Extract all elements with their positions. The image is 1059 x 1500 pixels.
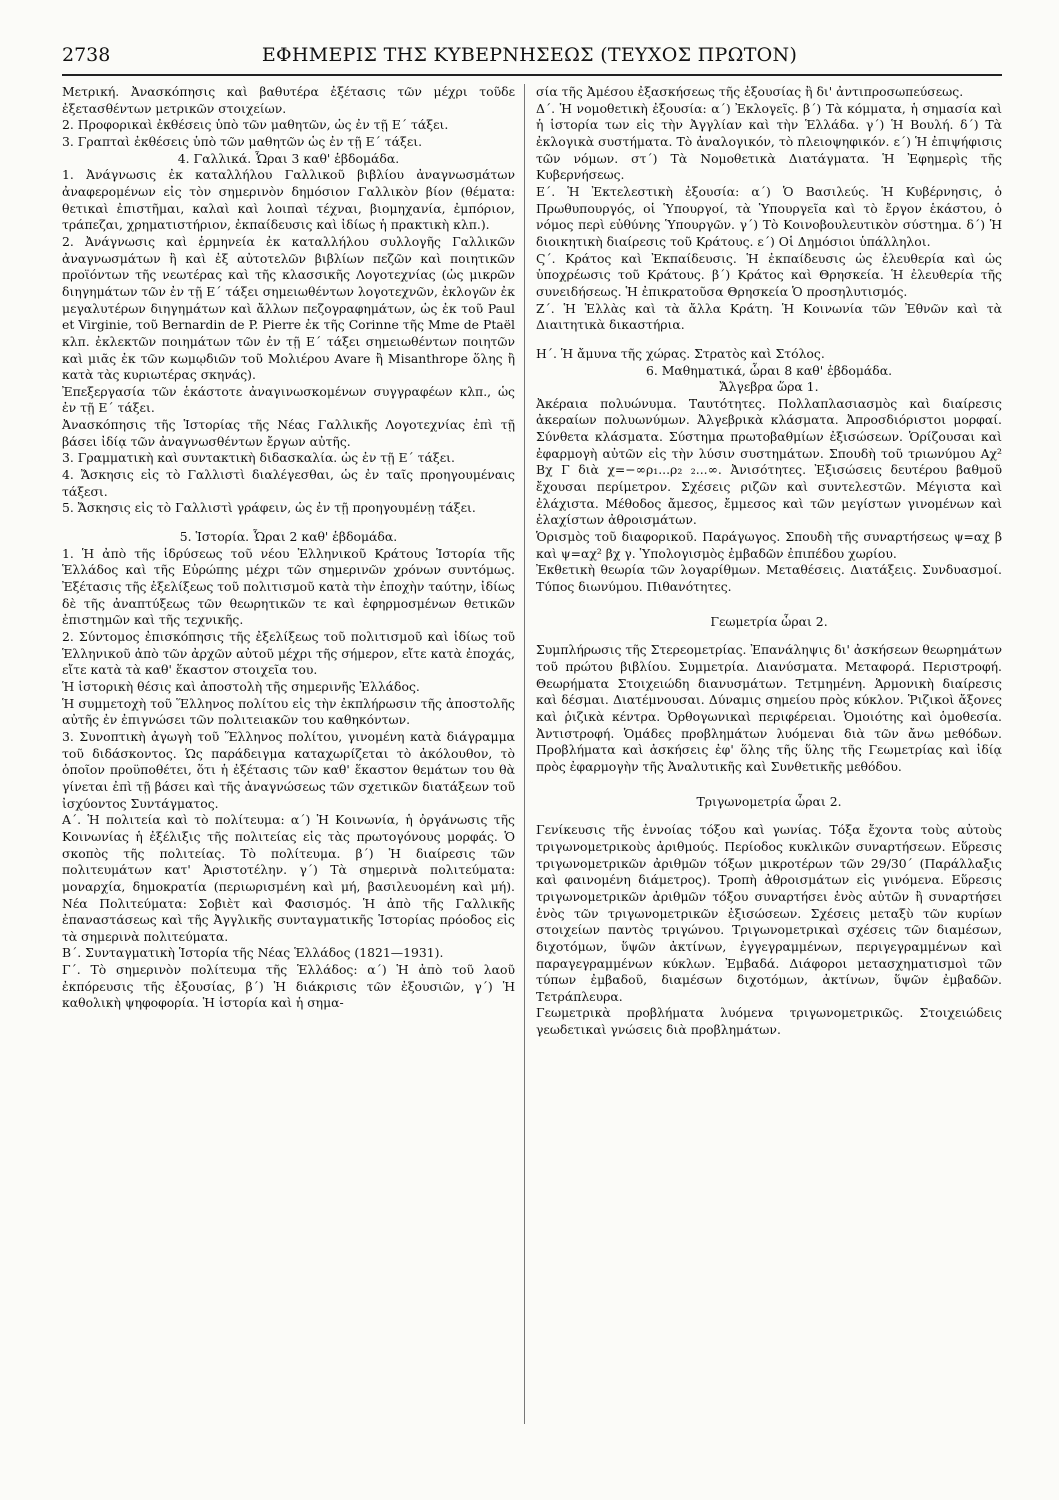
paragraph: Δ΄. Ἡ νομοθετικὴ ἐξουσία: α΄) Ἐκλογεῖς. β΄) Τὰ κόμματα, ἡ σημασία καὶ ἡ ἱστορία των εἰς τὴν Ἀγγλίαν καὶ τὴν Ἑλλάδα. γ΄) Ἡ Βουλή. δ΄) Τὰ ἐκλογικὰ συστήματα. Τὸ ἀναλογικόν, τὸ πλειοψηφικόν. ε΄) Ἡ ἐπιψήφισις τῶν νόμων. στ΄) Τὰ Νομοθετικὰ Διατάγματα. Ἡ Ἐφημερὶς τῆς Κυβερνήσεως. (536, 100, 1002, 183)
paragraph: 3. Συνοπτικὴ ἀγωγὴ τοῦ Ἕλληνος πολίτου, γινομένη κατὰ διάγραμμα τοῦ διδάσκοντος. Ὡς παράδειγμα καταχωρίζεται τὸ ἀκόλουθον, τὸ ὁποῖον προϋποθέτει, ὅτι ἡ ἐξέτασις τῶν καθ' ἕκαστον θεμάτων του θὰ γίνεται ἐπὶ τῇ βάσει καὶ τῆς ἀναγνώσεως τῶν σχετικῶν διατάξεων τοῦ ἰσχύοντος Συντάγματος. (62, 728, 515, 811)
paragraph: Ἡ ἱστορικὴ θέσις καὶ ἀποστολὴ τῆς σημερινῆς Ἑλλάδος. (62, 678, 420, 694)
paragraph: Γενίκευσις τῆς ἐννοίας τόξου καὶ γωνίας. Τόξα ἔχοντα τοὺς αὐτοὺς τριγωνομετρικοὺς ἀριθμούς. Περίοδος κυκλικῶν συναρτήσεων. Εὕρεσις τριγωνομετρικῶν ἀριθμῶν τόξων μικροτέρων τῶν 29/30΄ (Παράλλαξις καὶ φαινομένη διάμετρος). Τροπὴ ἀθροισμάτων εἰς γινόμενα. Εὕρεσις τριγωνομετρικῶν ἀριθμῶν τόξου συναρτήσει ἑνὸς αὐτῶν ἢ συναρτήσει ἑνὸς τῶν τριγωνομετρικῶν ἐξισώσεων. Σχέσεις μεταξὺ τῶν κυρίων στοιχείων παντὸς τριγώνου. Τριγωνομετρικαὶ σχέσεις τῶν διαμέσων, διχοτόμων, ὕψῶν ἀκτίνων, ἐγγεγραμμένων, περιγεγραμμένων καὶ παραγεγραμμένων κύκλων. Ἐμβαδά. Διάφοροι μετασχηματισμοὶ τῶν τύπων ἐμβαδοῦ, διαμέσων διχοτόμων, ἀκτίνων, ὕψῶν ἐμβαδῶν. Τετράπλευρα. (536, 822, 1002, 1004)
paragraph: Ἀνασκόπησις τῆς Ἱστορίας τῆς Νέας Γαλλικῆς Λογοτεχνίας ἐπὶ τῇ βάσει ἰδίᾳ τῶν ἀναγνωσθέντων ἔργων αὐτῆς. (62, 417, 515, 449)
section-heading: 6. Μαθηματικά, ὧραι 8 καθ' ἑβδομάδα. (645, 362, 893, 378)
page-number: 2738 (62, 44, 111, 66)
paragraph: σία τῆς Ἀμέσου ἐξασκήσεως τῆς ἐξουσίας ἢ δι' ἀντιπροσωπεύσεως. (536, 84, 964, 99)
paragraph: 2. Ἀνάγνωσις καὶ ἑρμηνεία ἐκ καταλλήλου συλλογῆς Γαλλικῶν ἀναγνωσμάτων ἢ καὶ ἐξ αὐτοτελῶν βιβλίων πεζῶν καὶ ποιητικῶν προϊόντων τῆς νεωτέρας καὶ τῆς κλασσικῆς Λογοτεχνίας (ὡς μικρῶν διηγημάτων τῶν ἐν τῇ Ε΄ τάξει σημειωθέντων λογοτεχνῶν, ἐκλογῶν ἐκ μεγαλυτέρων διηγημάτων καὶ ἄλλων πεζογραφημάτων, ὡς ἐκ τοῦ Paul et Virginie, τοῦ Bernardin de P. Pierre ἐκ τῆς Corinne τῆς Mme de Ptaël κλπ. ἐκλεκτῶν ποιημάτων τῶν ἐν τῇ Ε΄ τάξει σημειωθέντων ποιητῶν καὶ μιᾶς ἐκ τῶν κωμῳδιῶν τοῦ Μολιέρου Avare ἢ Misanthrope ὅλης ἢ κατὰ τὰς κυριωτέρας σκηνάς). (62, 233, 515, 383)
paragraph: Ζ΄. Ἡ Ἑλλὰς καὶ τὰ ἄλλα Κράτη. Ἡ Κοινωνία τῶν Ἐθνῶν καὶ τὰ Διαιτητικὰ δικαστήρια. (536, 300, 1002, 333)
paragraph: Α΄. Ἡ πολιτεία καὶ τὸ πολίτευμα: α΄) Ἡ Κοινωνία, ἡ ὀργάνωσις τῆς Κοινωνίας ἡ ἐξέλιξις τῆς πολιτείας εἰς τὰς πρωτογόνους μορφάς. Ὁ σκοπὸς τῆς πολιτείας. Τὸ πολίτευμα. β΄) Ἡ διαίρεσις τῶν πολιτευμάτων κατ' Ἀριστοτέλην. γ΄) Τὰ σημερινὰ πολιτεύματα: μοναρχία, δημοκρατία (περιωρισμένη καὶ μή, βασιλευομένη καὶ μή). Νέα Πολιτεύματα: Σοβιὲτ καὶ Φασισμός. Ἡ ἀπὸ τῆς Γαλλικῆς ἐπαναστάσεως καὶ τῆς Ἀγγλικῆς συνταγματικῆς Ἱστορίας πρόοδος εἰς τὰ σημερινὰ πολιτεύματα. (62, 812, 515, 944)
paragraph: 1. Ἡ ἀπὸ τῆς ἱδρύσεως τοῦ νέου Ἑλληνικοῦ Κράτους Ἱστορία τῆς Ἑλλάδος καὶ τῆς Εὐρώπης μέχρι τῶν σημερινῶν χρόνων συντόμως. Ἐξέτασις τῆς ἐξελίξεως τοῦ πολιτισμοῦ κατὰ τὴν ἐποχὴν ταύτην, ἰδίως δὲ τῆς ἀναπτύξεως τῶν θεωρητικῶν τε καὶ ἐφηρμοσμένων θετικῶν ἐπιστημῶν καὶ τῆς τεχνικῆς. (62, 545, 515, 628)
paragraph: Ϛ΄. Κράτος καὶ Ἐκπαίδευσις. Ἡ ἐκπαίδευσις ὡς ἐλευθερία καὶ ὡς ὑποχρέωσις τοῦ Κράτους. β΄) Κράτος καὶ Θρησκεία. Ἡ ἐλευθερία τῆς συνειδήσεως. Ἡ ἐπικρατοῦσα Θρησκεία Ὁ προσηλυτισμός. (536, 250, 1002, 299)
section-heading: 4. Γαλλικά. Ὧραι 3 καθ' ἑβδομάδα. (177, 150, 400, 166)
paragraph: 3. Γραμματικὴ καὶ συντακτικὴ διδασκαλία. ὡς ἐν τῇ Ε΄ τάξει. (62, 450, 455, 466)
column-divider (524, 84, 525, 1424)
paragraph: Ἡ συμμετοχὴ τοῦ Ἕλληνος πολίτου εἰς τὴν ἐκπλήρωσιν τῆς ἀποστολῆς αὐτῆς ἐν ἐπιγνώσει τῶν πολιτειακῶν του καθηκόντων. (62, 695, 515, 728)
section-heading: 5. Ἱστορία. Ὧραι 2 καθ' ἑβδομάδα. (179, 529, 398, 545)
section-heading: Η΄. Ἡ ἄμυνα τῆς χώρας. Στρατὸς καὶ Στόλος. (536, 345, 825, 361)
paragraph: Ἐπεξεργασία τῶν ἑκάστοτε ἀναγινωσκομένων συγγραφέων κλπ., ὡς ἐν τῇ Ε΄ τάξει. (62, 383, 515, 416)
paragraph: Μετρική. Ἀνασκόπησις καὶ βαθυτέρα ἐξέτασις τῶν μέχρι τοῦδε ἐξετασθέντων μετρικῶν στοιχείων. (62, 84, 515, 116)
paragraph: Συμπλήρωσις τῆς Στερεομετρίας. Ἐπανάληψις δι' ἀσκήσεων θεωρημάτων τοῦ πρώτου βιβλίου. Συμμετρία. Διανύσματα. Μεταφορά. Περιστροφή. Θεωρήματα Στοιχειώδη διανυσμάτων. Τετμημένη. Ἁρμονικὴ διαίρεσις καὶ δέσμαι. Διατέμνουσαι. Δύναμις σημείου πρὸς κύκλον. Ῥιζικοὶ ἄξονες καὶ ῥιζικὰ κέντρα. Ὀρθογωνικαὶ περιφέρειαι. Ὁμοιότης καὶ ὁμοθεσία. Ἀντιστροφή. Ὁμάδες προβλημάτων λυόμεναι διὰ τῶν ἄνω μεθόδων. Προβλήματα καὶ ἀσκήσεις ἐφ' ὅλης τῆς ὕλης τῆς Γεωμετρίας καὶ ἰδίᾳ πρὸς ἐφαρμογὴν τῆς Ἀναλυτικῆς καὶ Συνθετικῆς μεθόδου. (536, 642, 1002, 774)
paragraph: Β΄. Συνταγματικὴ Ἱστορία τῆς Νέας Ἑλλάδος (1821—1931). (62, 945, 444, 961)
running-head: ΕΦΗΜΕΡΙΣ ΤΗΣ ΚΥΒΕΡΝΗΣΕΩΣ (ΤΕΥΧΟΣ ΠΡΩΤΟΝ) (261, 44, 798, 66)
paragraph: Ἐκθετικὴ θεωρία τῶν λογαρίθμων. Μεταθέσεις. Διατάξεις. Συνδυασμοί. Τύπος διωνύμου. Πιθανότητες. (536, 562, 1002, 595)
paragraph: Ὁρισμὸς τοῦ διαφορικοῦ. Παράγωγος. Σπουδὴ τῆς συναρτήσεως ψ=αχ β καὶ ψ=αχ² βχ γ. Ὑπολογισμὸς ἐμβαδῶν ἐπιπέδου χωρίου. (536, 529, 1002, 561)
right-column (536, 84, 1002, 1039)
paragraph: 2. Προφορικαὶ ἐκθέσεις ὑπὸ τῶν μαθητῶν, ὡς ἐν τῇ Ε΄ τάξει. (62, 117, 449, 133)
left-column (62, 84, 515, 1012)
subsection-heading: Γεωμετρία ὧραι 2. (710, 613, 828, 629)
header-rule (62, 74, 1002, 76)
subsection-heading: Τριγωνομετρία ὧραι 2. (696, 793, 842, 809)
paragraph: Γ΄. Τὸ σημερινὸν πολίτευμα τῆς Ἑλλάδος: α΄) Ἡ ἀπὸ τοῦ λαοῦ ἐκπόρευσις τῆς ἐξουσίας, β΄) Ἡ διάκρισις τῶν ἐξουσιῶν, γ΄) Ἡ καθολικὴ ψηφοφορία. Ἡ ἱστορία καὶ ἡ σημα- (62, 962, 515, 1011)
paragraph: Γεωμετρικὰ προβλήματα λυόμενα τριγωνομετρικῶς. Στοιχειώδεις γεωδετικαὶ γνώσεις διὰ προβλημάτων. (536, 1005, 1002, 1038)
paragraph: 4. Ἄσκησις εἰς τὸ Γαλλιστὶ διαλέγεσθαι, ὡς ἐν ταῖς προηγουμέναις τάξεσι. (62, 467, 515, 499)
paragraph: 3. Γραπταὶ ἐκθέσεις ὑπὸ τῶν μαθητῶν ὡς ἐν τῇ Ε΄ τάξει. (62, 133, 423, 149)
paragraph: 5. Ἄσκησις εἰς τὸ Γαλλιστὶ γράφειν, ὡς ἐν τῇ προηγουμένῃ τάξει. (62, 500, 476, 516)
paragraph: Ἀκέραια πολυώνυμα. Ταυτότητες. Πολλαπλασιασμὸς καὶ διαίρεσις ἀκεραίων πολυωνύμων. Ἀλγεβρικὰ κλάσματα. Ἀπροσδιόριστοι μορφαί. Σύνθετα κλάσματα. Σύστημα πρωτοβαθμίων ἐξισώσεων. Ὁρίζουσαι καὶ ἐφαρμογὴ αὐτῶν εἰς τὴν λύσιν συστημάτων. Σπουδὴ τοῦ τριωνύμου Αχ² Βχ Γ διὰ χ=−∞ρ₁...ρ₂ ₂...∞. Ἀνισότητες. Ἐξισώσεις δευτέρου βαθμοῦ ἔχουσαι περίμετρον. Σχέσεις ριζῶν καὶ συντελεστῶν. Μέγιστα καὶ ἐλάχιστα. Μέθοδος ἄμεσος, ἔμμεσος καὶ τῶν μεγίστων γινομένων καὶ ἐλαχίστων ἀθροισμάτων. (536, 395, 1002, 528)
paragraph: Ε΄. Ἡ Ἐκτελεστικὴ ἐξουσία: α΄) Ὁ Βασιλεύς. Ἡ Κυβέρνησις, ὁ Πρωθυπουργός, οἱ Ὑπουργοί, τὰ Ὑπουργεῖα καὶ τὸ ἔργον ἑκάστου, ὁ νόμος περὶ εὐθύνης Ὑπουργῶν. γ΄) Τὸ Κοινοβουλευτικὸν σύστημα. δ΄) Ἡ διοικητικὴ διαίρεσις τοῦ Κράτους. ε΄) Οἱ Δημόσιοι ὑπάλληλοι. (536, 183, 1002, 249)
paragraph: 2. Σύντομος ἐπισκόπησις τῆς ἐξελίξεως τοῦ πολιτισμοῦ καὶ ἰδίως τοῦ Ἑλληνικοῦ ἀπὸ τῶν ἀρχῶν αὐτοῦ μέχρι τῆς σήμερον, εἴτε κατὰ ἐποχάς, εἴτε κατὰ τὰ καθ' ἕκαστον στοιχεῖα του. (62, 629, 515, 678)
subsection-heading: Ἄλγεβρα ὥρα 1. (719, 379, 819, 395)
paragraph: 1. Ἀνάγνωσις ἐκ καταλλήλου Γαλλικοῦ βιβλίου ἀναγνωσμάτων ἀναφερομένων εἰς τὸν σημερινὸν δημόσιον Γαλλικὸν βίον (θέματα: θετικαὶ ἐπιστῆμαι, καλαὶ καὶ λοιπαὶ τέχναι, βιομηχανία, ἐμπόριον, τράπεζαι, χρηματιστήριον, ἐκπαίδευσις καὶ ἰδίως ἡ πρακτικὴ κλπ.). (62, 167, 515, 233)
